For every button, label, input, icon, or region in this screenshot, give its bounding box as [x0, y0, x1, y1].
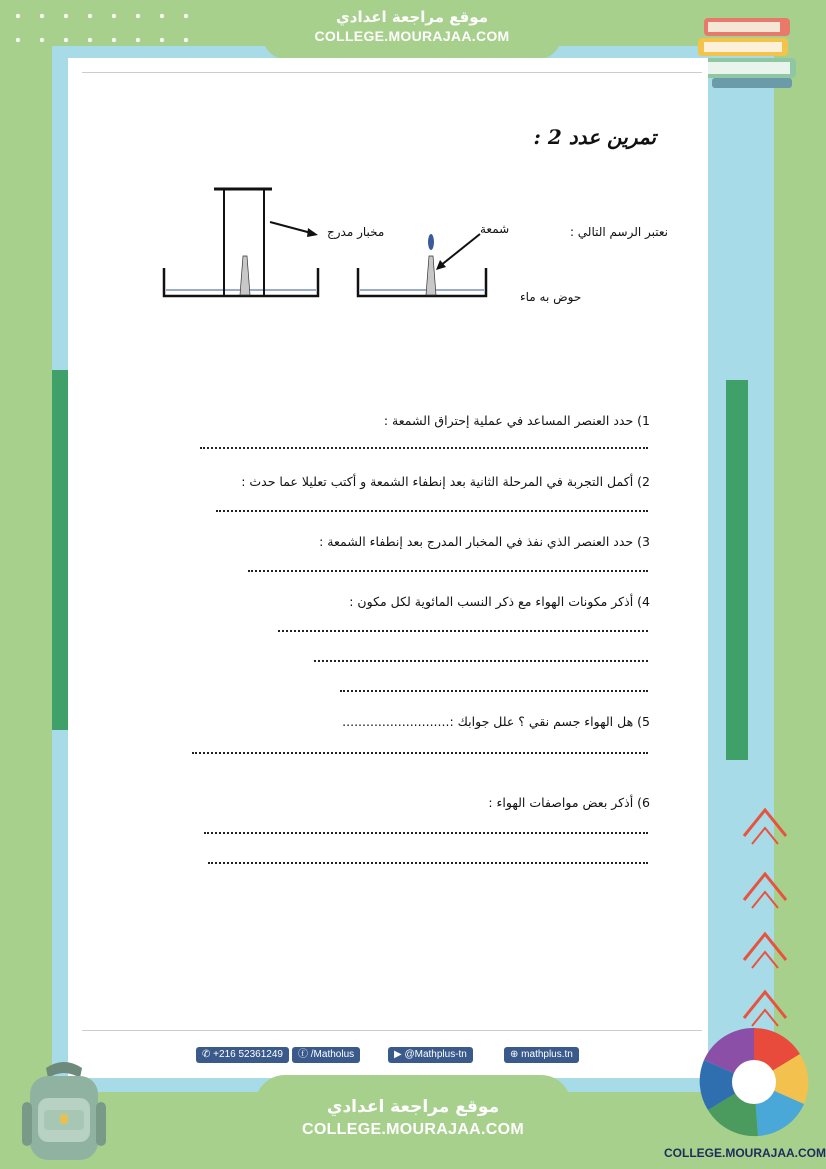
exercise-title: تمرين عدد 2 :	[533, 125, 656, 149]
answer-line[interactable]	[200, 447, 648, 449]
header-banner	[262, 0, 562, 60]
web-badge[interactable]: ⊕ mathplus.tn	[504, 1047, 579, 1063]
question-2: 2) أكمل التجربة في المرحلة الثانية بعد إنطفاء الشمعة و أكتب تعليلا عما حدث :	[241, 474, 650, 489]
backpack-icon	[14, 1058, 114, 1166]
page-top-rule	[82, 72, 702, 73]
diagram-intro: نعتبر الرسم التالي :	[569, 225, 668, 239]
phone-badge[interactable]: ✆ +216 52361249	[196, 1047, 289, 1063]
youtube-badge[interactable]: ▶ @Mathplus-tn	[388, 1047, 473, 1063]
label-basin: حوض به ماء	[520, 290, 582, 304]
question-3: 3) حدد العنصر الذي نفذ في المخبار المدرج بعد إنطفاء الشمعة :	[319, 534, 650, 549]
logo-text[interactable]: COLLEGE.MOURAJAA.COM	[664, 1146, 826, 1160]
candle-flame	[428, 234, 434, 250]
experiment-diagram	[160, 182, 490, 307]
chevron-up-icon	[738, 796, 792, 850]
label-cylinder: مخبار مدرج	[327, 225, 385, 239]
answer-line[interactable]	[208, 862, 648, 864]
answer-line[interactable]	[248, 570, 648, 572]
footer-site-name: موقع مراجعة اعدادي	[326, 1097, 500, 1117]
answer-line[interactable]	[192, 752, 648, 754]
question-4: 4) أذكر مكونات الهواء مع ذكر النسب المائوية لكل مكون :	[349, 594, 650, 609]
candle-right	[426, 256, 436, 295]
answer-line[interactable]	[216, 510, 648, 512]
chevron-up-icon	[738, 920, 792, 974]
chevron-up-icon	[738, 860, 792, 914]
header-site-name: موقع مراجعة اعدادي	[336, 8, 488, 26]
label-candle: شمعة	[480, 222, 510, 236]
answer-line[interactable]	[314, 660, 648, 662]
answer-line[interactable]	[340, 690, 648, 692]
question-6: 6) أذكر بعض مواصفات الهواء :	[488, 795, 650, 810]
question-5: 5) هل الهواء جسم نقي ؟ علل جوابك :...........................	[342, 714, 650, 729]
footer-banner	[255, 1075, 571, 1169]
books-icon	[692, 12, 804, 96]
candle-left	[240, 256, 250, 295]
answer-line[interactable]	[204, 832, 648, 834]
footer-site-url[interactable]: COLLEGE.MOURAJAA.COM	[302, 1121, 524, 1138]
left-green-accent	[52, 370, 68, 730]
question-1: 1) حدد العنصر المساعد في عملية إحتراق الشمعة :	[383, 413, 650, 428]
basin-right	[358, 268, 486, 296]
site-logo-wheel	[696, 1024, 812, 1140]
right-green-accent	[726, 380, 748, 760]
answer-line[interactable]	[278, 630, 648, 632]
facebook-badge[interactable]: ⓕ /Matholus	[292, 1047, 360, 1063]
header-site-url[interactable]: COLLEGE.MOURAJAA.COM	[314, 28, 510, 44]
footer-rule	[82, 1030, 702, 1031]
